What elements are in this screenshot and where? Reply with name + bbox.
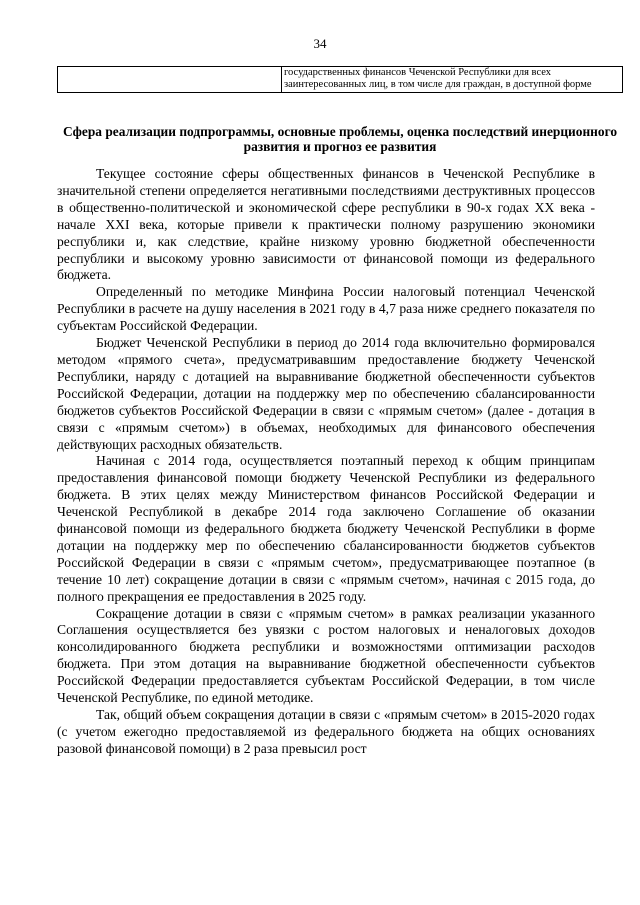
paragraph: Определенный по методике Минфина России налоговый потенциал Чеченской Республики в расчете на душу населения в 2021 году в 4,7 раза ниже среднего показателя по субъектам Российской Федерации. [57,284,595,334]
body-text [57,166,595,758]
paragraph: Бюджет Чеченской Республики в период до 2014 года включительно формировался методом «прямого счета», предусматривавшим предоставление бюджету Чеченской Республики, наряду с дотацией на выравнивание бюджетной обеспеченности субъектов Российской Федерации, дотации на поддержку мер по обеспечению сбалансированности бюджетов субъектов Российской Федерации в связи с «прямым счетом» (далее - дотация в связи с «прямым счетом») в объемах, необходимых для финансового обеспечения действующих расходных обязательств. [57,335,595,452]
paragraph: Так, общий объем сокращения дотации в связи с «прямым счетом» в 2015-2020 годах (с учетом ежегодно предоставляемой из федерального бюджета на общих основаниях разовой финансовой помощи) в 2 раза превысил рост [57,707,595,756]
page-number: 34 [313,36,327,51]
table-cell-text: государственных финансов Чеченской Республики для всех заинтересованных лиц, в том числе для граждан, в доступной форме [282,67,623,93]
paragraph: Сокращение дотации в связи с «прямым счетом» в рамках реализации указанного Соглашения осуществляется без увязки с ростом налоговых и неналоговых доходов консолидированного бюджета республики и возможностями оптимизации расходов бюджета. При этом дотация на выравнивание бюджетной обеспеченности субъектов Российской Федерации предоставляется субъектам Российской Федерации, в том числе Чеченской Республике, по единой методике. [57,605,595,706]
section-title: Сфера реализации подпрограммы, основные проблемы, оценка последствий инерционного развития и прогноз ее развития [62,124,618,154]
paragraph: Текущее состояние сферы общественных финансов в Чеченской Республике в значительной степени определяется негативными последствиями деструктивных процессов в общественно-политической и экономической сфере республики в 90-х годах XX века - начале XXI века, которые привели к практически полному разрушению экономики республики и, как следствие, крайне низкому уровню бюджетной обеспеченности республики и высокому уровню зависимости от финансовой помощи из федерального бюджета. [57,166,595,283]
table-cell-empty [58,67,282,93]
table-row [58,67,623,93]
paragraph: Начиная с 2014 года, осуществляется поэтапный переход к общим принципам предоставления финансовой помощи бюджету Чеченской Республики из федерального бюджета. В этих целях между Министерством финансов Российской Федерации и Чеченской Республикой в декабре 2014 года заключено Соглашение об оказании финансовой помощи из федерального бюджета бюджету Чеченской Республики в форме дотации на поддержку мер по обеспечению сбалансированности бюджетов субъектов Российской Федерации в связи с «прямым счетом», предусматривающее поэтапное (в течение 10 лет) сокращение дотации в связи с «прямым счетом», начиная с 2015 года, до полного прекращения ее предоставления в 2025 году. [57,453,595,604]
continuation-table [57,66,623,93]
